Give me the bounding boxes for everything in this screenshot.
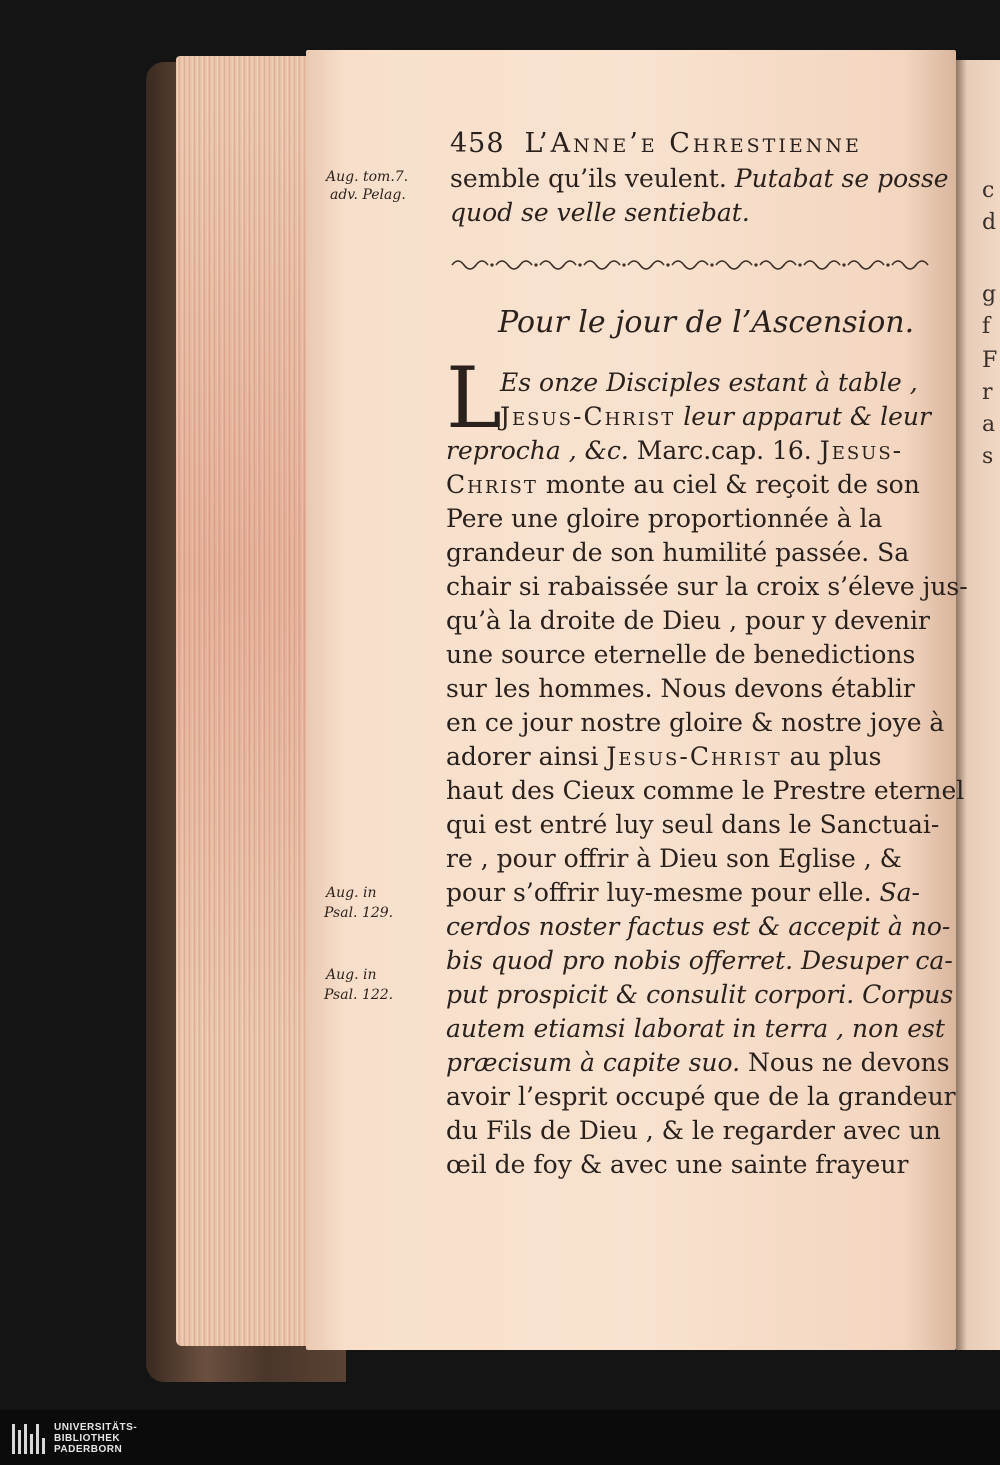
ornament-band — [446, 255, 930, 275]
text-line: Es onze Disciples estant à table , — [500, 368, 918, 397]
text-line: qui est entré luy seul dans le Sanctuai- — [446, 810, 940, 839]
text-line: autem etiamsi laborat in terra , non est — [446, 1014, 945, 1043]
text-line: une source eternelle de benedictions — [446, 640, 916, 669]
text-line: haut des Cieux comme le Prestre eternel — [446, 776, 965, 805]
library-name-line: BIBLIOTHEK — [54, 1433, 121, 1444]
text-line: præcisum à capite suo. Nous ne devons — [446, 1048, 950, 1077]
ornament-band-graphic — [446, 255, 930, 275]
text-line: put prospicit & consulit corpori. Corpus — [446, 980, 954, 1009]
text-line: cerdos noster factus est & accepit à no- — [446, 912, 951, 941]
text-line: quod se velle sentiebat. — [450, 198, 750, 227]
margin-note: Psal. 129. — [324, 905, 394, 921]
text-line: chair si rabaissée sur la croix s’éleve jus- — [446, 572, 968, 601]
text-line: Christ monte au ciel & reçoit de son — [446, 470, 920, 499]
drop-cap: L — [446, 349, 502, 447]
text-line: du Fils de Dieu , & le regarder avec un — [446, 1116, 941, 1145]
margin-note: Aug. in — [326, 967, 377, 983]
running-head — [450, 128, 882, 159]
page-number: 458 — [450, 128, 505, 159]
text-line: Jesus-Christ leur apparut & leur — [500, 402, 931, 431]
facing-page-letter: c — [982, 178, 995, 203]
margin-note: adv. Pelag. — [330, 187, 406, 203]
facing-page-letter: r — [982, 380, 993, 405]
margin-note: Aug. tom.7. — [326, 169, 409, 185]
text-line: adorer ainsi Jesus-Christ au plus — [446, 742, 882, 771]
text-line: sur les hommes. Nous devons établir — [446, 674, 915, 703]
text-line: en ce jour nostre gloire & nostre joye à — [446, 708, 945, 737]
text-line: reprocha , &c. Marc.cap. 16. Jesus- — [446, 436, 904, 465]
text-line: Pere une gloire proportionnée à la — [446, 504, 883, 533]
text-line: grandeur de son humilité passée. Sa — [446, 538, 910, 567]
facing-page-edge — [956, 60, 1000, 1350]
text-line: re , pour offrir à Dieu son Eglise , & — [446, 844, 902, 873]
text-line: qu’à la droite de Dieu , pour y devenir — [446, 606, 930, 635]
footer-bar — [0, 1410, 1000, 1465]
text-line: œil de foy & avec une sainte frayeur — [446, 1150, 909, 1179]
margin-note: Psal. 122. — [324, 987, 394, 1003]
library-logo-icon — [12, 1424, 46, 1454]
facing-page-letter: a — [982, 412, 996, 437]
text-line: bis quod pro nobis offerret. Desuper ca- — [446, 946, 953, 975]
page-edges — [176, 56, 316, 1346]
library-name-line: PADERBORN — [54, 1444, 123, 1455]
facing-page-letter: g — [982, 282, 997, 307]
margin-note: Aug. in — [326, 885, 377, 901]
facing-page-letter: f — [982, 314, 991, 339]
library-name-line: UNIVERSITÄTS- — [54, 1422, 138, 1433]
text-line: semble qu’ils veulent. Putabat se posse — [450, 164, 949, 193]
text-line: pour s’offrir luy-mesme pour elle. Sa- — [446, 878, 920, 907]
facing-page-letter: F — [982, 348, 998, 373]
text-line: avoir l’esprit occupé que de la grandeur — [446, 1082, 956, 1111]
running-title: L’Anne’e Chrestienne — [524, 128, 862, 159]
library-name — [54, 1422, 137, 1455]
facing-page-letter: s — [982, 444, 994, 469]
facing-page-letter: d — [982, 210, 997, 235]
section-title: Pour le jour de l’Ascension. — [498, 305, 915, 340]
